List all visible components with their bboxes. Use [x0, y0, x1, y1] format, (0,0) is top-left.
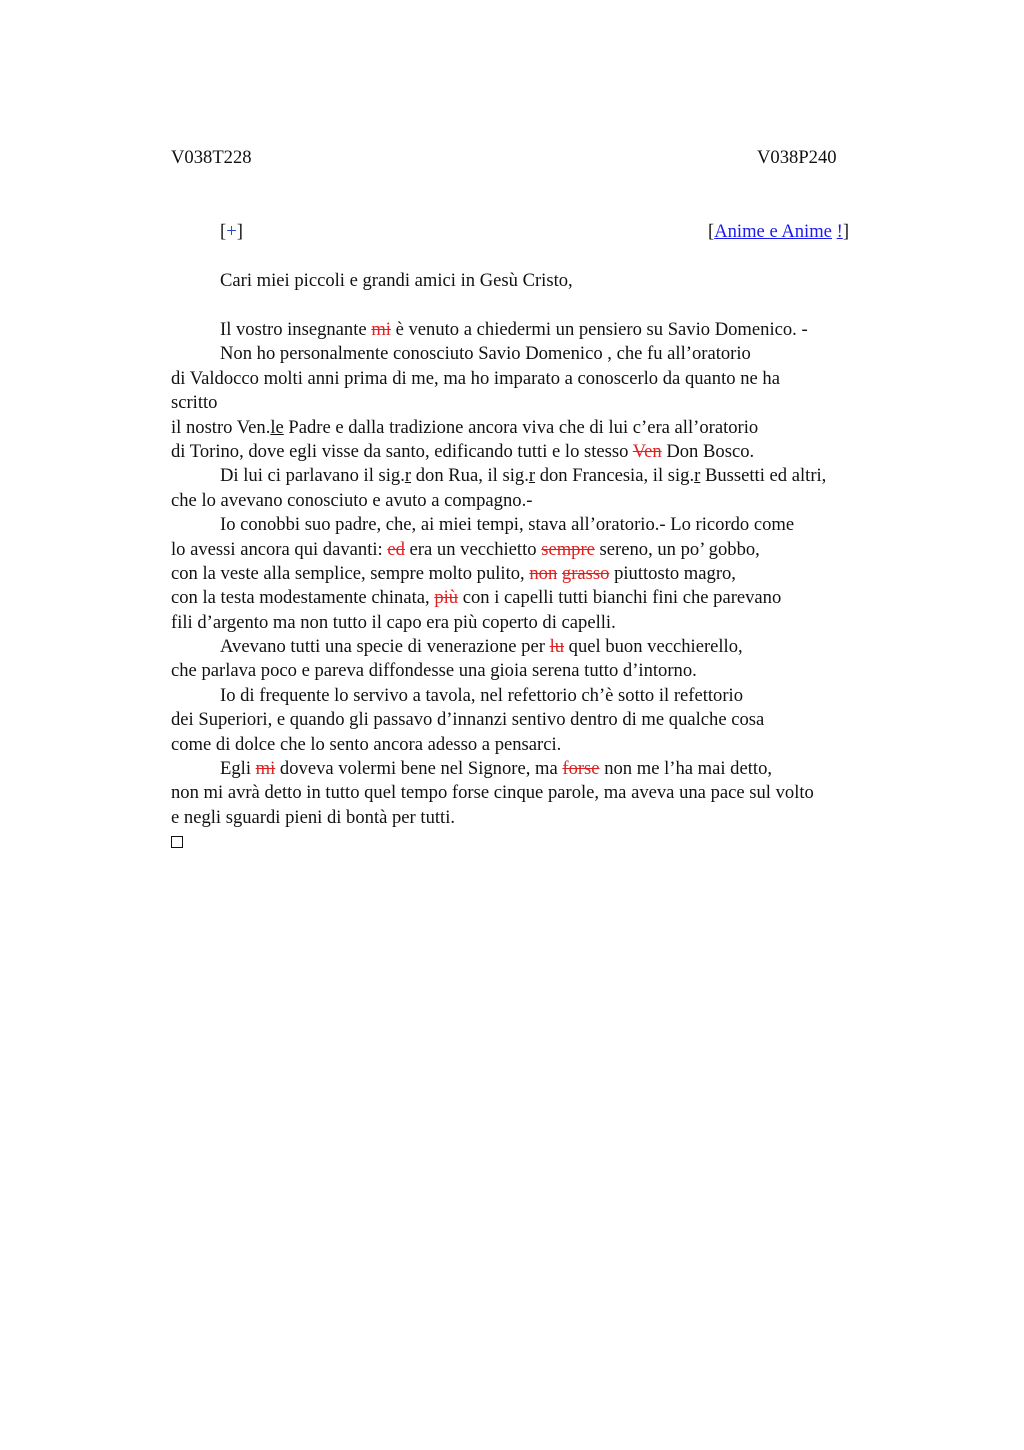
end-marker: [171, 830, 961, 854]
bracket-close: ]: [842, 221, 850, 242]
deleted-word: mi: [255, 758, 276, 780]
text-line: Avevano tutti una specie di venerazione per lu quel buon vecchierello,: [220, 636, 743, 658]
deleted-word: sempre: [541, 538, 595, 560]
plus-icon[interactable]: +: [226, 221, 237, 242]
text-line: Il vostro insegnante mi è venuto a chiedermi un pensiero su Savio Domenico. -: [220, 319, 808, 340]
text-line: di Torino, dove egli visse da santo, edificando tutti e lo stesso Ven Don Bosco.: [171, 440, 755, 462]
text-line: come di dolce che lo sento ancora adesso a pensarci.: [171, 733, 562, 755]
text-line: Non ho personalmente conosciuto Savio Domenico , che fu all’oratorio: [220, 343, 751, 365]
expand-control: [220, 220, 243, 244]
text-line: che lo avevano conosciuto e avuto a compagno.-: [171, 489, 533, 511]
anime-e-anime-link[interactable]: Anime e Anime: [714, 221, 832, 242]
deleted-word: grasso: [561, 562, 610, 584]
bracket-open: [: [220, 221, 227, 242]
deleted-word: forse: [562, 758, 600, 780]
deleted-word: non: [529, 562, 558, 584]
deleted-word: più: [434, 587, 459, 609]
text-line: lo avessi ancora qui davanti: ed era un vecchietto sempre sereno, un po’ gobbo,: [171, 538, 760, 560]
exclamation-link[interactable]: !: [836, 221, 843, 242]
text-line: con la veste alla semplice, sempre molto pulito, non grasso piuttosto magro,: [171, 562, 736, 584]
deleted-word: Ven: [632, 440, 662, 462]
text-line: e negli sguardi pieni di bontà per tutti.: [171, 806, 456, 828]
deleted-word: ed: [387, 538, 405, 560]
greeting: Cari miei piccoli e grandi amici in Gesù Cristo,: [220, 270, 573, 291]
underlined-abbrev: r: [528, 465, 536, 487]
deleted-word: mi: [371, 319, 391, 340]
text-line: Io di frequente lo servivo a tavola, nel refettorio ch’è sotto il refettorio: [220, 684, 744, 706]
text-line: Egli mi doveva volermi bene nel Signore, ma forse non me l’ha mai detto,: [220, 758, 773, 780]
letter-body: [171, 318, 961, 855]
text-line: scritto: [171, 392, 218, 414]
page-code-right: V038P240: [757, 147, 837, 168]
text-line: Io conobbi suo padre, che, ai miei tempi, stava all’oratorio.- Lo ricordo come: [220, 514, 795, 536]
text-line: di Valdocco molti anni prima di me, ma ho imparato a conoscerlo da quanto ne ha: [171, 367, 780, 389]
text-line: non mi avrà detto in tutto quel tempo forse cinque parole, ma aveva una pace sul volto: [171, 782, 814, 804]
bracket-open: [: [708, 221, 715, 242]
underlined-abbrev: le: [270, 416, 284, 438]
document-code-left: V038T228: [171, 147, 252, 168]
text-line: Di lui ci parlavano il sig.r don Rua, il sig.r don Francesia, il sig.r Bussetti ed altri,: [220, 465, 827, 487]
text-line: con la testa modestamente chinata, più con i capelli tutti bianchi fini che parevano: [171, 587, 782, 609]
text-line: dei Superiori, e quando gli passavo d’innanzi sentivo dentro di me qualche cosa: [171, 709, 765, 731]
end-square-icon: [171, 836, 183, 848]
text-line: fili d’argento ma non tutto il capo era più coperto di capelli.: [171, 611, 616, 633]
title-nav: [708, 220, 849, 244]
text-line: che parlava poco e pareva diffondesse una gioia serena tutto d’intorno.: [171, 660, 697, 682]
deleted-word: lu: [549, 636, 565, 658]
underlined-abbrev: r: [694, 465, 701, 487]
bracket-close: ]: [236, 221, 243, 242]
underlined-abbrev: r: [404, 465, 412, 487]
text-line: il nostro Ven.le Padre e dalla tradizione ancora viva che di lui c’era all’oratorio: [171, 416, 759, 438]
